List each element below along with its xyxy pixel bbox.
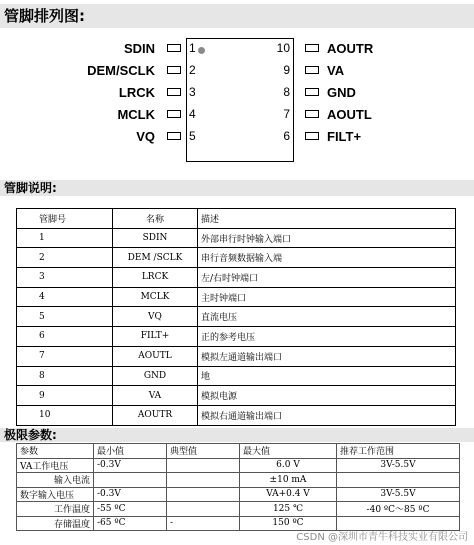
pin-number: 9: [283, 63, 290, 77]
min-cell: -0.3V: [94, 458, 167, 473]
max-cell: VA+0.4 V: [240, 487, 337, 502]
pin-number: 1: [189, 41, 196, 55]
pin-description-cell: 模拟电源: [198, 386, 456, 406]
parameter-cell: 数字输入电压: [17, 487, 94, 502]
max-cell: 125 ℃: [240, 502, 337, 517]
header-parameter: 参数: [17, 444, 94, 459]
pin-number-cell: 5: [17, 307, 113, 327]
pinout-section-title: 管脚排列图:: [0, 4, 474, 28]
pin-name-cell: SDIN: [113, 228, 198, 248]
pin-lead: [305, 110, 319, 118]
table-row: [17, 502, 460, 517]
pin-number: 10: [276, 41, 290, 55]
pin-lead: [167, 44, 181, 52]
recommended-cell: 3V-5.5V: [337, 458, 460, 473]
typical-cell: [167, 487, 240, 502]
pin-description-cell: 串行音频数据输入端: [198, 248, 456, 268]
table-row: [17, 487, 460, 502]
pin-number-cell: 4: [17, 287, 113, 307]
header-min: 最小值: [94, 444, 167, 459]
pin-description-cell: 主时钟端口: [198, 287, 456, 307]
typical-cell: [167, 458, 240, 473]
limits-section-title: 极限参数:: [0, 428, 474, 442]
pin-name-label: SDIN: [123, 41, 155, 56]
watermark: CSDN @深圳市青牛科技实业有限公司: [296, 532, 468, 543]
max-cell: 6.0 V: [240, 458, 337, 473]
typical-cell: [167, 473, 240, 488]
pin-name-label: AOUTR: [327, 41, 374, 56]
pin-name-cell: MCLK: [113, 287, 198, 307]
pin-description-cell: 模拟左通道输出端口: [198, 346, 456, 366]
pin-name-cell: FILT+: [113, 327, 198, 347]
pin-name-label: GND: [327, 85, 356, 100]
parameter-cell: 存储温度: [17, 516, 94, 531]
pin-number: 2: [189, 63, 196, 77]
pin-number-cell: 7: [17, 346, 113, 366]
pin-number-cell: 2: [17, 248, 113, 268]
pin-name-cell: DEM /SCLK: [113, 248, 198, 268]
table-row: [17, 473, 460, 488]
pin-number: 6: [283, 129, 290, 143]
pin-name-label: MCLK: [117, 107, 155, 122]
pin-description-cell: 外部串行时钟输入端口: [198, 228, 456, 248]
table-header-row: [17, 209, 456, 229]
table-row: [17, 307, 456, 327]
pin-lead: [167, 110, 181, 118]
pin-number: 4: [189, 107, 196, 121]
pin1-marker-dot: [198, 47, 205, 54]
parameter-cell: 工作温度: [17, 502, 94, 517]
limit-parameters-table: [16, 443, 460, 531]
pin-number: 3: [189, 85, 196, 99]
pin-number-cell: 6: [17, 327, 113, 347]
pin-description-cell: 左/右时钟端口: [198, 268, 456, 288]
header-description: 描述: [198, 209, 456, 229]
pin-lead: [305, 88, 319, 96]
pin-number-cell: 8: [17, 366, 113, 386]
header-max: 最大值: [240, 444, 337, 459]
typical-cell: -: [167, 516, 240, 531]
description-section-title: 管脚说明:: [0, 180, 474, 196]
pin-number: 5: [189, 129, 196, 143]
pin-name-label: LRCK: [118, 85, 155, 100]
chip-body: [186, 38, 294, 162]
pin-name-cell: VQ: [113, 307, 198, 327]
pin-name-label: VQ: [136, 129, 155, 144]
table-row: [17, 287, 456, 307]
pin-name-label: AOUTL: [327, 107, 372, 122]
pin-name-cell: VA: [113, 386, 198, 406]
table-row: [17, 268, 456, 288]
pin-number-cell: 3: [17, 268, 113, 288]
recommended-cell: [337, 473, 460, 488]
pin-description-cell: 直流电压: [198, 307, 456, 327]
pin-name-label: DEM/SCLK: [87, 63, 155, 78]
pin-name-cell: AOUTL: [113, 346, 198, 366]
pin-number-cell: 1: [17, 228, 113, 248]
table-header-row: [17, 444, 460, 459]
table-row: [17, 248, 456, 268]
pin-lead: [167, 66, 181, 74]
header-pin-number: 管脚号: [17, 209, 113, 229]
pin-lead: [167, 88, 181, 96]
pin-lead: [305, 44, 319, 52]
pin-name-cell: AOUTR: [113, 405, 198, 425]
pin-description-table: [16, 208, 456, 426]
pin-number-cell: 9: [17, 386, 113, 406]
table-row: [17, 366, 456, 386]
recommended-cell: 3V-5.5V: [337, 487, 460, 502]
pin-number: 8: [283, 85, 290, 99]
max-cell: 150 ºC: [240, 516, 337, 531]
pin-description-cell: 地: [198, 366, 456, 386]
pin-lead: [305, 132, 319, 140]
pin-name-cell: LRCK: [113, 268, 198, 288]
pin-name-label: FILT+: [327, 129, 362, 144]
header-typical: 典型值: [167, 444, 240, 459]
pin-name-label: VA: [327, 63, 345, 78]
header-recommended: 推荐工作范围: [337, 444, 460, 459]
pin-name-cell: GND: [113, 366, 198, 386]
pin-lead: [305, 66, 319, 74]
min-cell: -65 ºC: [94, 516, 167, 531]
table-row: [17, 228, 456, 248]
pin-description-cell: 模拟右通道输出端口: [198, 405, 456, 425]
max-cell: ±10 mA: [240, 473, 337, 488]
typical-cell: [167, 502, 240, 517]
parameter-cell: 输入电流: [17, 473, 94, 488]
min-cell: -0.3V: [94, 487, 167, 502]
parameter-cell: VA工作电压: [17, 458, 94, 473]
table-row: [17, 346, 456, 366]
table-row: [17, 405, 456, 425]
header-name: 名称: [113, 209, 198, 229]
recommended-cell: -40 ºC～85 ºC: [337, 502, 460, 517]
table-row: [17, 327, 456, 347]
pin-number: 7: [283, 107, 290, 121]
pin-lead: [167, 132, 181, 140]
min-cell: -55 ºC: [94, 502, 167, 517]
pin-description-cell: 正的参考电压: [198, 327, 456, 347]
min-cell: [94, 473, 167, 488]
table-row: [17, 386, 456, 406]
pin-number-cell: 10: [17, 405, 113, 425]
table-row: [17, 458, 460, 473]
